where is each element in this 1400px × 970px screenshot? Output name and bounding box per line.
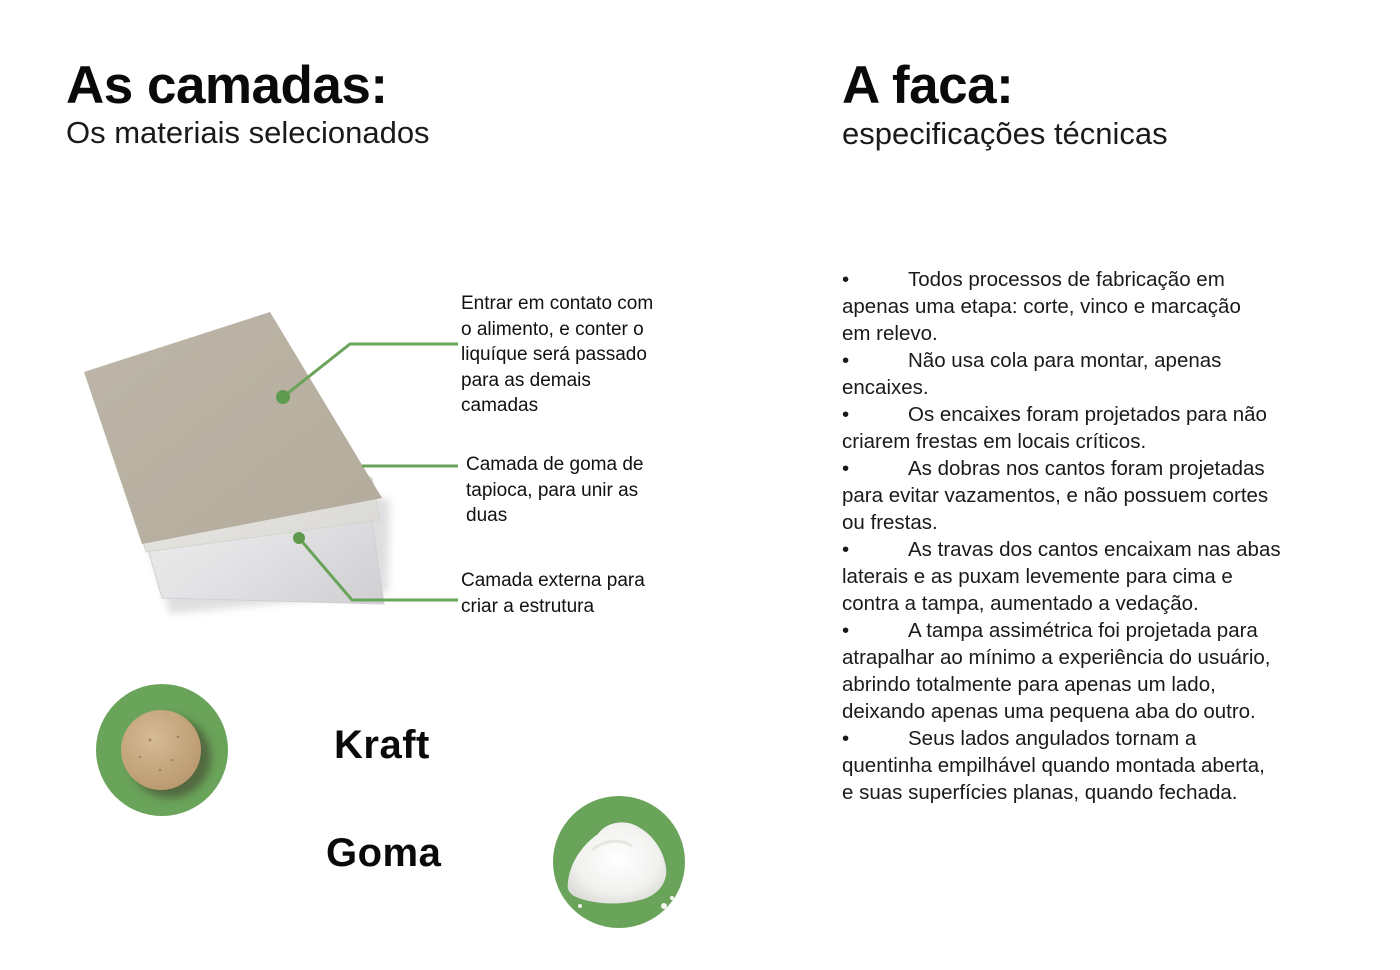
spec-line: ou frestas.: [842, 511, 938, 534]
callout-dot-food-contact: [276, 390, 290, 404]
callout-line: o alimento, e conter o: [461, 318, 644, 340]
callout-line: Entrar em contato com: [461, 293, 654, 314]
spec-line: laterais e as puxam levemente para cima e: [842, 565, 1233, 588]
bullet-icon: •: [842, 619, 850, 642]
spec-line: abrindo totalmente para apenas um lado,: [842, 673, 1216, 696]
spec-line: Não usa cola para montar, apenas: [908, 349, 1222, 372]
callout-outer-structure: [461, 568, 645, 619]
spec-item: [842, 455, 1332, 536]
spec-line: criarem frestas em locais críticos.: [842, 430, 1147, 453]
spec-line: As dobras nos cantos foram projetadas: [908, 457, 1265, 480]
left-subtitle: Os materiais selecionados: [66, 115, 430, 150]
spec-line: encaixes.: [842, 376, 929, 399]
spec-line: quentinha empilhável quando montada aberta,: [842, 754, 1265, 777]
spec-item: [842, 401, 1332, 455]
spec-line: Todos processos de fabricação em: [908, 268, 1225, 291]
bullet-icon: •: [842, 457, 850, 480]
callout-line: Camada externa para: [461, 570, 645, 591]
spec-list: [842, 266, 1332, 806]
callout-line: tapioca, para unir as: [466, 479, 639, 501]
spec-line: Os encaixes foram projetados para não: [908, 403, 1267, 426]
spec-line: e suas superfícies planas, quando fechada.: [842, 781, 1238, 804]
callout-tapioca-gum: [466, 452, 643, 529]
bullet-icon: •: [842, 268, 850, 291]
spec-item: [842, 725, 1332, 806]
bullet-icon: •: [842, 538, 850, 561]
spec-item: [842, 347, 1332, 401]
spec-line: contra a tampa, aumentado a vedação.: [842, 592, 1199, 615]
right-subtitle: especificações técnicas: [842, 116, 1168, 151]
spec-item: [842, 536, 1332, 617]
spec-line: apenas uma etapa: corte, vinco e marcação: [842, 295, 1241, 318]
spec-line: atrapalhar ao mínimo a experiência do usuário,: [842, 646, 1271, 669]
spec-line: para evitar vazamentos, e não possuem cortes: [842, 484, 1269, 507]
paper-layers-illustration: [84, 312, 390, 614]
spec-line: em relevo.: [842, 322, 938, 345]
material-label-goma: Goma: [326, 831, 442, 875]
tapioca-powder-icon: [553, 796, 685, 928]
callout-line: Camada de goma de: [466, 454, 644, 475]
callout-dot-structure: [293, 532, 305, 544]
spec-item: [842, 617, 1332, 725]
callout-line: liquíque será passado: [461, 344, 647, 365]
bullet-icon: •: [842, 349, 850, 372]
callout-line: duas: [466, 505, 508, 526]
callout-line: criar a estrutura: [461, 595, 595, 617]
callout-food-contact: [461, 291, 653, 419]
spec-line: A tampa assimétrica foi projetada para: [908, 619, 1258, 642]
bullet-icon: •: [842, 403, 850, 426]
spec-item: [842, 266, 1332, 347]
right-title: A faca:: [842, 56, 1014, 115]
bullet-icon: •: [842, 727, 850, 750]
spec-line: deixando apenas uma pequena aba do outro.: [842, 700, 1256, 723]
callout-line: camadas: [461, 395, 539, 416]
spec-line: Seus lados angulados tornam a: [908, 727, 1197, 750]
kraft-disc-icon: [96, 684, 228, 816]
callout-line: para as demais: [461, 369, 591, 391]
left-title: As camadas:: [66, 56, 388, 115]
material-label-kraft: Kraft: [334, 723, 430, 767]
spec-line: As travas dos cantos encaixam nas abas: [908, 538, 1281, 561]
